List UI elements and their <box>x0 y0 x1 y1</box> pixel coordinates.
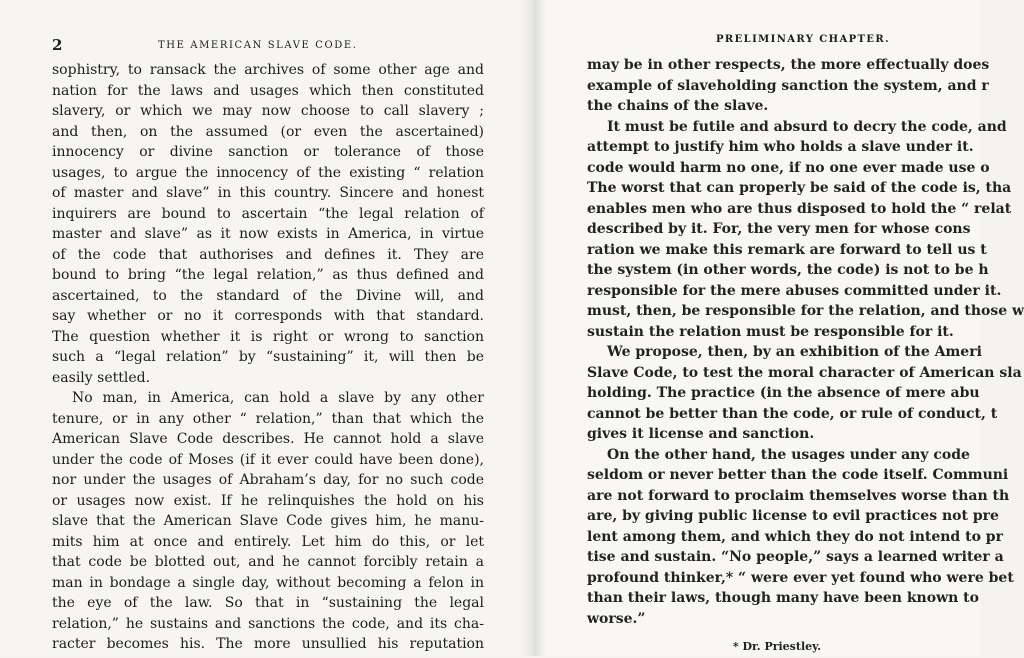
text-line: gives it license and sanction. <box>587 426 815 442</box>
text-line: or usages now exist. If he relinquishes the hold on his <box>52 492 484 509</box>
text-line: the eye of the law. So that in “sustaining the legal <box>52 595 484 611</box>
book-gutter <box>520 0 546 656</box>
right-body-text <box>587 55 1024 658</box>
text-line: say whether or no it corresponds with that standard. <box>52 308 484 324</box>
right-running-head: PRELIMINARY CHAPTER. <box>716 34 890 45</box>
text-line: example of slaveholding sanction the system, and r <box>587 77 989 94</box>
text-line: nor under the usages of Abraham’s day, for no such code <box>52 472 484 488</box>
text-line: usages, to argue the innocency of the existing “ relation <box>52 164 484 181</box>
text-line: attempt to justify him who holds a slave under it. <box>587 139 974 155</box>
text-line: and then, on the assumed (or even the ascertained) <box>52 123 484 140</box>
right-page <box>530 0 1024 656</box>
text-line: profound thinker,* “ were ever yet found who were bet <box>587 569 1014 586</box>
text-line: code would harm no one, if no one ever made use o <box>587 159 990 176</box>
text-line: ascertained, to the standard of the Divine will, and <box>52 287 484 304</box>
text-line: master and slave” as it now exists in America, in virtue <box>52 226 484 242</box>
text-line: worse.” <box>587 610 646 627</box>
text-line: racter becomes his. The more unsullied his reputation <box>52 636 484 652</box>
text-line: enables men who are thus disposed to hold the “ relat <box>587 200 1012 217</box>
text-line: On the other hand, the usages under any code <box>607 446 970 463</box>
text-line: described by it. For, the very men for whose cons <box>587 221 971 237</box>
text-line: mits him at once and entirely. Let him do this, or let <box>52 533 484 550</box>
text-line: that code be blotted out, and he cannot forcibly retain a <box>52 554 484 570</box>
text-line: slavery, or which we may now choose to call slavery ; <box>52 103 484 119</box>
text-line: under the code of Moses (if it ever could have been done), <box>52 451 484 468</box>
text-line: may be in other respects, the more effectually does <box>587 57 990 73</box>
text-line: The question whether it is right or wrong to sanction <box>52 328 484 345</box>
text-line: We propose, then, by an exhibition of the Ameri <box>607 344 982 360</box>
text-line: are not forward to proclaim themselves worse than th <box>587 487 1010 504</box>
text-line: ration we make this remark are forward to tell us t <box>587 241 987 258</box>
text-line: American Slave Code describes. He cannot hold a slave <box>52 431 484 447</box>
text-line: the chains of the slave. <box>587 98 769 114</box>
text-line: It must be futile and absurd to decry the code, and <box>607 118 1007 135</box>
text-line: sophistry, to ransack the archives of some other age and <box>52 62 484 78</box>
text-line: No man, in America, can hold a slave by any other <box>72 390 484 406</box>
text-line: must, then, be responsible for the relation, and those w <box>587 303 1024 319</box>
text-line: innocency or divine sanction or tolerance of those <box>52 144 484 160</box>
text-line: responsible for the mere abuses committed under it. <box>587 282 1002 299</box>
left-body-text <box>52 60 484 655</box>
text-line: cannot be better than the code, or rule of conduct, t <box>587 405 998 422</box>
page-number: 2 <box>52 36 63 54</box>
text-line: of the code that authorises and defines it. They are <box>52 246 484 263</box>
text-line: lent among them, and which they do not intend to pr <box>587 528 1003 545</box>
text-line: slave that the American Slave Code gives him, he manu- <box>52 513 484 529</box>
footnote: * Dr. Priestley. <box>732 640 822 653</box>
text-line: of master and slave” in this country. Sincere and honest <box>52 185 484 201</box>
text-line: man in bondage a single day, without becoming a felon in <box>52 574 484 591</box>
text-line: relation,” he sustains and sanctions the code, and its cha- <box>52 615 484 632</box>
text-line: bound to bring “the legal relation,” as thus defined and <box>52 267 484 283</box>
text-line: easily settled. <box>52 369 151 386</box>
text-line: The worst that can properly be said of the code is, tha <box>587 180 1012 196</box>
text-line: the system (in other words, the code) is not to be h <box>587 262 989 278</box>
text-line: than their laws, though many have been known to <box>587 590 979 606</box>
text-line: Slave Code, to test the moral character of American sla <box>587 364 1022 381</box>
left-running-head: THE AMERICAN SLAVE CODE. <box>158 40 358 51</box>
text-line: such a “legal relation” by “sustaining” it, will then be <box>52 349 484 365</box>
text-line: tise and sustain. “No people,” says a learned writer a <box>587 549 1004 565</box>
text-line: sustain the relation must be responsible for it. <box>587 323 954 340</box>
text-line: inquirers are bound to ascertain “the legal relation of <box>52 205 484 222</box>
text-line: holding. The practice (in the absence of mere abu <box>587 385 980 401</box>
text-line: seldom or never better than the code itself. Communi <box>587 467 1009 483</box>
text-line: nation for the laws and usages which then constituted <box>52 82 484 99</box>
text-line: tenure, or in any other “ relation,” than that which the <box>52 410 484 427</box>
text-line: are, by giving public license to evil practices not pre <box>587 508 999 524</box>
